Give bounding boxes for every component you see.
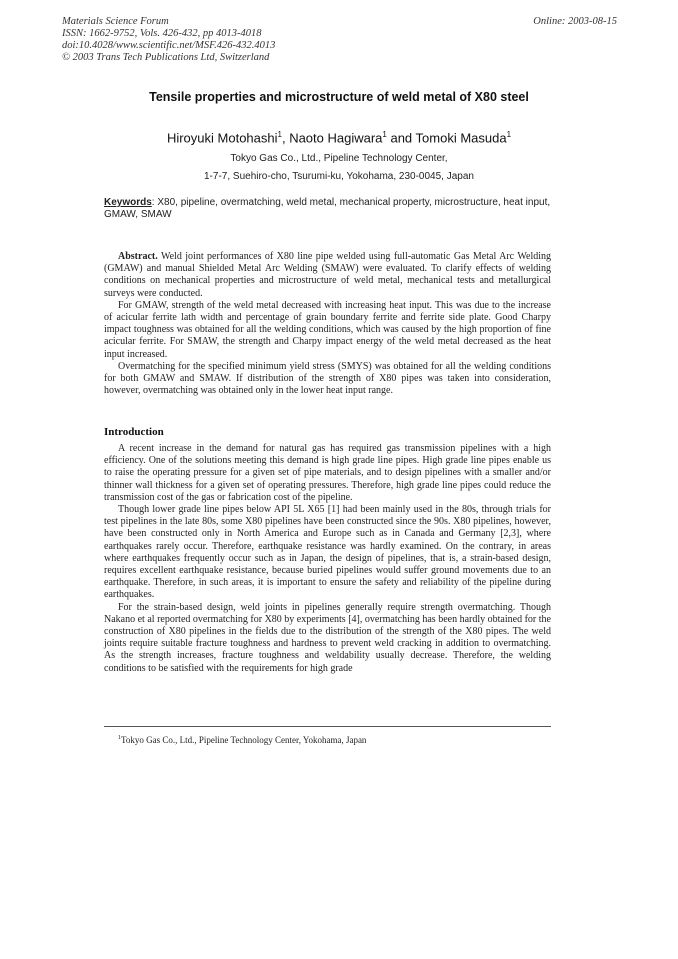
page-header: [62, 16, 617, 64]
paper-title: Tensile properties and microstructure of weld metal of X80 steel: [149, 90, 529, 104]
doi-line: doi:10.4028/www.scientific.net/MSF.426-432.4013: [62, 40, 276, 51]
affiliation-address: 1-7-7, Suehiro-cho, Tsurumi-ku, Yokohama, 230-0045, Japan: [204, 171, 474, 182]
online-date: Online: 2003-08-15: [533, 16, 617, 27]
introduction-paragraph: For the strain-based design, weld joints in pipelines generally require strength overmatching. Though Nakano et al reported overmatching for X80 by experiments [4], overmatching has been hardly obtained for the construction of X80 pipelines in the fields due to the distribution of the strength of the X80 pipes. The weld joints require suitable fracture toughness and hardness to prevent weld cracking in addition to overmatching. As the strength increases, fracture toughness and weldability usually decrease. Therefore, the welding conditions to be satisfied with the requirements for high grade: [104, 601, 551, 674]
footnote-mark: 1: [118, 735, 121, 741]
abstract-text: Weld joint performances of X80 line pipe welded using full-automatic Gas Metal Arc Welding (GMAW) and manual Shielded Metal Arc Welding (SMAW) were evaluated. To clarify effects of welding conditions on mechanical properties and microstructure of weld metal, mechanical tests and metallurgical surveys were conducted.: [104, 251, 551, 299]
footnote-divider: [104, 726, 551, 727]
keywords: [104, 197, 554, 221]
affiliation-mark: 1: [382, 130, 387, 139]
keywords-text: : X80, pipeline, overmatching, weld metal, mechanical property, microstructure, heat input, GMAW, SMAW: [104, 197, 551, 220]
abstract-label: Abstract.: [118, 251, 158, 262]
journal-name: Materials Science Forum: [62, 16, 169, 27]
abstract-paragraph: Overmatching for the specified minimum yield stress (SMYS) was obtained for all the welding conditions for both GMAW and SMAW. If distribution of the strength of X80 pipes was taken into consideration, however, overmatching was obtained only in the lower heat input range.: [104, 360, 551, 397]
introduction-paragraph: A recent increase in the demand for natural gas has required gas transmission pipelines with a high efficiency. One of the solutions meeting this demand is high grade line pipes. High grade line pipes enable us to raise the operating pressure for a given set of pipe materials, and to design pipelines with a smaller and/or thinner wall thickness for a given set of operating pressures. Therefore, high grade line pipes could reduce the transmission cost of the gas or fabrication cost of the pipeline.: [104, 443, 551, 503]
abstract-paragraph: For GMAW, strength of the weld metal decreased with increasing heat input. This was due to the increase of acicular ferrite lath width and percentage of grain boundary ferrite and ferrite side plate. Good Charpy impact toughness was obtained for all the welding conditions, which was caused by the high proportion of fine acicular ferrite. For SMAW, the strength and Charpy impact energy of the weld metal decreased as the heat input increased.: [104, 299, 551, 360]
introduction-heading: Introduction: [104, 426, 164, 438]
author-name: Naoto Hagiwara: [289, 130, 383, 146]
author-separator: and: [386, 130, 416, 146]
abstract-section: [104, 251, 551, 397]
keywords-label: Keywords: [104, 197, 152, 208]
affiliation-mark: 1: [506, 130, 512, 139]
copyright-line: © 2003 Trans Tech Publications Ltd, Switzerland: [62, 52, 270, 63]
issn-line: ISSN: 1662-9752, Vols. 426-432, pp 4013-4018: [62, 28, 262, 39]
introduction-section: [104, 443, 551, 675]
footnote: [118, 735, 366, 745]
author-name: Tomoki Masuda: [415, 130, 507, 146]
affiliation-mark: 1: [277, 130, 282, 139]
affiliation-line: Tokyo Gas Co., Ltd., Pipeline Technology Center,: [230, 153, 448, 164]
footnote-text: Tokyo Gas Co., Ltd., Pipeline Technology Center, Yokohama, Japan: [121, 735, 367, 745]
introduction-paragraph: Though lower grade line pipes below API 5L X65 [1] had been mainly used in the 80s, through trials for test pipelines in the late 80s, some X80 pipelines have been constructed since the 90s. X80 pipelines, however, have been constructed only in North America and Europe such as in Canada and Germany [2,3], where earthquakes rarely occur. Therefore, earthquake resistance was hardly examined. On the contrary, in areas where earthquakes frequently occur such as in Japan, the design of pipelines, that is, a strain-based design, requires excellent earthquake resistance, because buried pipelines would suffer ground movements due to an earthquake. Therefore, in such areas, it is important to ensure the safety and reliability of the pipeline during earthquakes.: [104, 504, 551, 601]
abstract-paragraph: [104, 251, 551, 300]
author-name: Hiroyuki Motohashi: [166, 130, 278, 146]
author-list: [0, 130, 678, 145]
author-separator: ,: [281, 130, 290, 146]
